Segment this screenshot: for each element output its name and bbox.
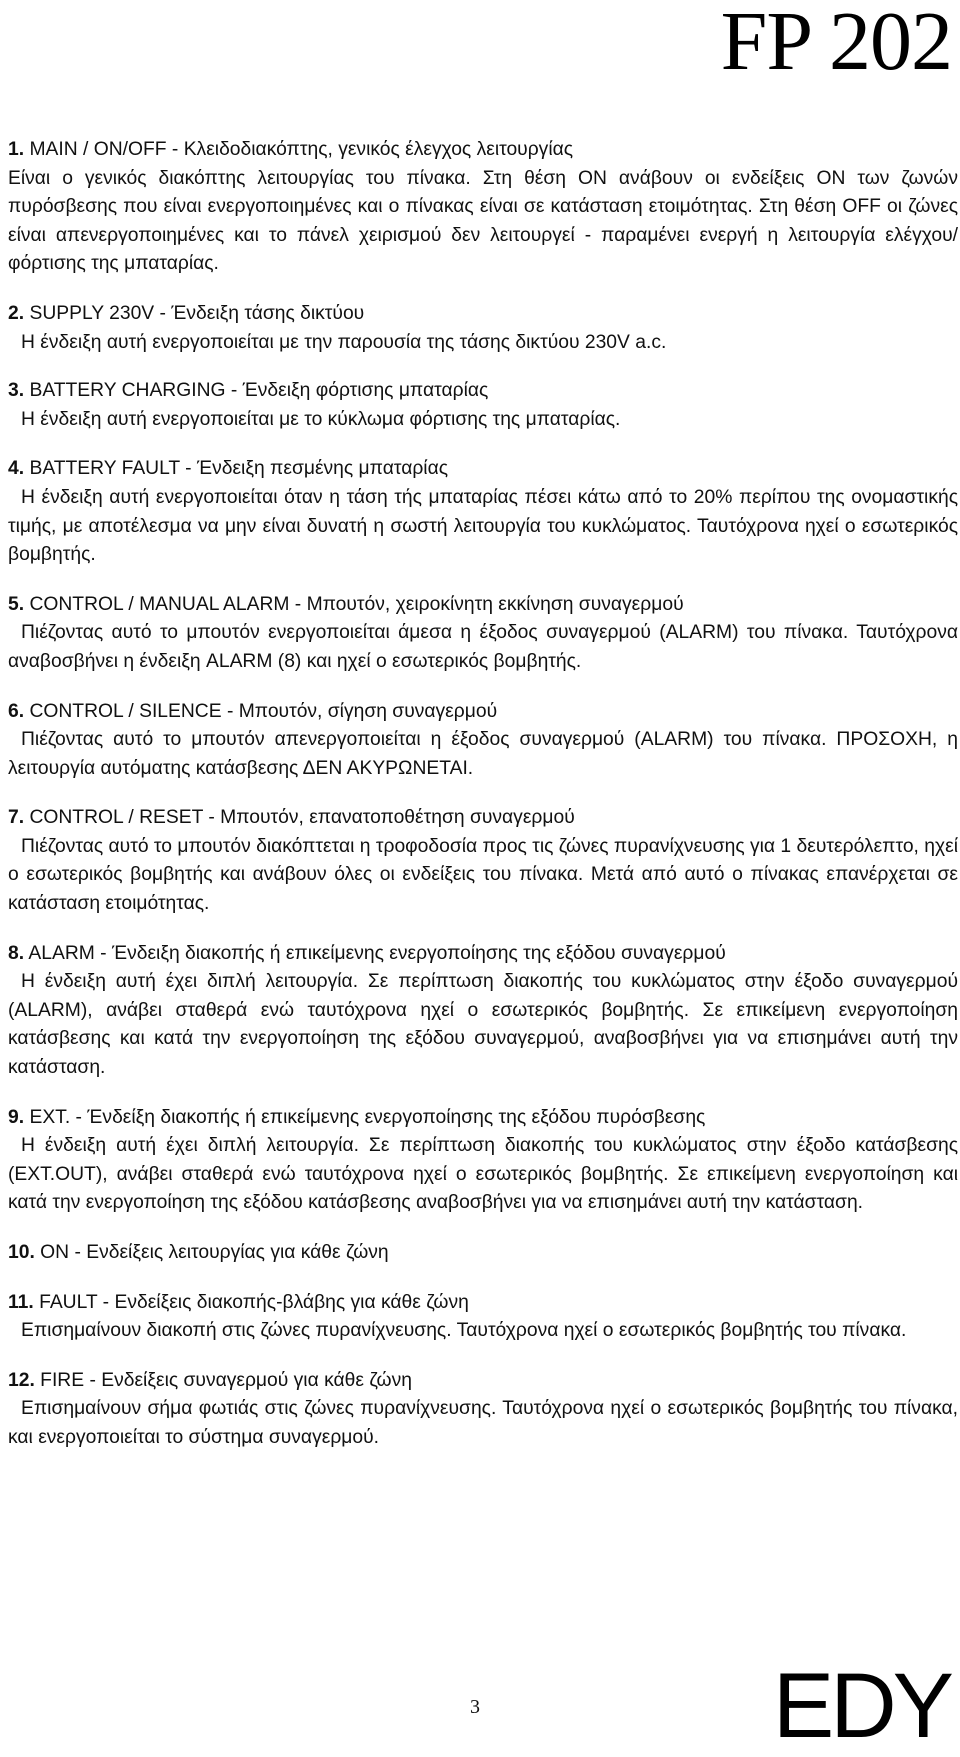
list-item [8, 940, 958, 1083]
item-number: 2. [8, 302, 25, 324]
item-title: MAIN / ON/OFF - Κλειδοδιακόπτης, γενικός έλεγχος λειτουργίας [29, 139, 574, 160]
list-item [8, 698, 958, 784]
item-body: Επισημαίνουν σήμα φωτιάς στις ζώνες πυρανίχνευσης. Ταυτόχρονα ηχεί ο εσωτερικός βομβητής του πίνακα, και ενεργοποιείται το σύστημα συναγερμού. [8, 1398, 958, 1448]
item-number: 11. [8, 1291, 34, 1313]
item-number: 8. [8, 942, 25, 964]
list-item [8, 591, 958, 677]
item-body: Η ένδειξη αυτή έχει διπλή λειτουργία. Σε περίπτωση διακοπής του κυκλώματος στην έξοδο συναγερμού (ALARM), ανάβει σταθερά ενώ ταυτόχρονα ηχεί ο εσωτερικός βομβητής. Σε επικείμενη ενεργοποίηση κατάσβεσης και κατά την ενεργοποίηση της εξόδου συναγερμού, αναβοσβήνει για να επισημάνει αυτή την κατάσταση. [8, 971, 958, 1079]
item-title: CONTROL / SILENCE - Μπουτόν, σίγηση συναγερμού [29, 700, 498, 722]
product-code: FP 202 [720, 0, 952, 88]
document-body [8, 136, 958, 1453]
list-item [8, 804, 958, 918]
list-item [8, 1104, 958, 1218]
item-title: CONTROL / RESET - Μπουτόν, επανατοποθέτηση συναγερμού [29, 807, 575, 829]
item-body: Η ένδειξη αυτή έχει διπλή λειτουργία. Σε περίπτωση διακοπής του κυκλώματος στην έξοδο κατάσβεσης (EXT.OUT), ανάβει σταθερά ενώ ταυτόχρονα ηχεί ο εσωτερικός βομβητής. Σε επικείμενη ενεργοποίηση και κατά την ενεργοποίηση της εξόδου κατάσβεσης αναβοσβήνει για να επισημάνει αυτή την κατάσταση. [8, 1135, 958, 1214]
item-title: BATTERY CHARGING - Ένδειξη φόρτισης μπαταρίας [29, 380, 489, 402]
item-title: CONTROL / MANUAL ALARM - Μπουτόν, χειροκίνητη εκκίνηση συναγερμού [29, 593, 684, 615]
item-number: 4. [8, 458, 25, 480]
item-number: 3. [8, 380, 25, 402]
item-title: ON - Ενδείξεις λειτουργίας για κάθε ζώνη [40, 1242, 389, 1263]
item-body: Πιέζοντας αυτό το μπουτόν ενεργοποιείται άμεσα η έξοδος συναγερμού (ALARM) του πίνακα. Ταυτόχρονα αναβοσβήνει η ένδειξη ALARM (8) και ηχεί ο εσωτερικός βομβητής. [8, 622, 958, 672]
item-number: 10. [8, 1242, 35, 1263]
item-body: Η ένδειξη αυτή ενεργοποιείται όταν η τάση τής μπαταρίας πέσει κάτω από το 20% περίπου της ονομαστικής τιμής, με αποτέλεσμα να μην είναι δυνατή η σωστή λειτουργία του κυκλώματος. Ταυτόχρονα ηχεί ο εσωτερικός βομβητής. [8, 486, 958, 566]
list-item [8, 377, 958, 434]
item-body: Η ένδειξη αυτή ενεργοποιείται με το κύκλωμα φόρτισης της μπαταρίας. [21, 408, 621, 430]
item-body: Η ένδειξη αυτή ενεργοποιείται με την παρουσία της τάσης δικτύου 230V a.c. [21, 331, 667, 353]
item-number: 12. [8, 1369, 35, 1391]
item-body: Πιέζοντας αυτό το μπουτόν απενεργοποιείται η έξοδος συναγερμού (ALARM) του πίνακα. ΠΡΟΣΟΧΗ, η λειτουργία αυτόματης κατάσβεσης ΔΕΝ ΑΚΥΡΩΝΕΤΑΙ. [8, 729, 958, 779]
item-number: 5. [8, 593, 25, 615]
item-body: Πιέζοντας αυτό το μπουτόν διακόπτεται η τροφοδοσία προς τις ζώνες πυρανίχνευσης για 1 δευτερόλεπτο, ηχεί ο εσωτερικός βομβητής και ανάβουν όλες οι ενδείξεις του πίνακα. Μετά από αυτό ο πίνακας επανέρχεται σε κατάσταση ετοιμότητας. [8, 835, 958, 915]
item-title: FAULT - Ενδείξεις διακοπής-βλάβης για κάθε ζώνη [39, 1291, 469, 1313]
brand-logo: EDY [772, 1655, 950, 1757]
list-item [8, 1367, 958, 1453]
item-body: Είναι ο γενικός διακόπτης λειτουργίας του πίνακα. Στη θέση ON ανάβουν οι ενδείξεις ON των ζωνών πυρόσβεσης που είναι ενεργοποιημένες και ο πίνακας είναι σε κατάσταση ετοιμότητας. Στη θέση OFF οι ζώνες είναι απενεργοποιημένες και το πάνελ χειρισμού δεν λειτουργεί - παραμένει ενεργή η λειτουργία ελέγχου/φόρτισης της μπαταρίας. [8, 167, 958, 275]
item-number: 7. [8, 807, 25, 829]
list-item [8, 136, 958, 279]
item-title: ALARM - Ένδειξη διακοπής ή επικείμενης ενεργοποίησης της εξόδου συναγερμού [28, 942, 726, 964]
item-title: FIRE - Ενδείξεις συναγερμού για κάθε ζώνη [40, 1369, 412, 1391]
item-title: EXT. - Ένδείξη διακοπής ή επικείμενης ενεργοποίησης της εξόδου πυρόσβεσης [29, 1106, 706, 1128]
item-number: 9. [8, 1106, 25, 1128]
item-title: SUPPLY 230V - Ένδειξη τάσης δικτύου [29, 302, 365, 324]
item-body: Επισημαίνουν διακοπή στις ζώνες πυρανίχνευσης. Ταυτόχρονα ηχεί ο εσωτερικός βομβητής του πίνακα. [21, 1320, 907, 1342]
list-item [8, 1239, 958, 1268]
page-number: 3 [470, 1696, 480, 1718]
item-number: 6. [8, 700, 25, 722]
item-number: 1. [8, 139, 25, 160]
list-item [8, 1289, 958, 1346]
list-item [8, 300, 958, 357]
item-title: BATTERY FAULT - Ένδειξη πεσμένης μπαταρίας [29, 458, 449, 480]
list-item [8, 455, 958, 569]
